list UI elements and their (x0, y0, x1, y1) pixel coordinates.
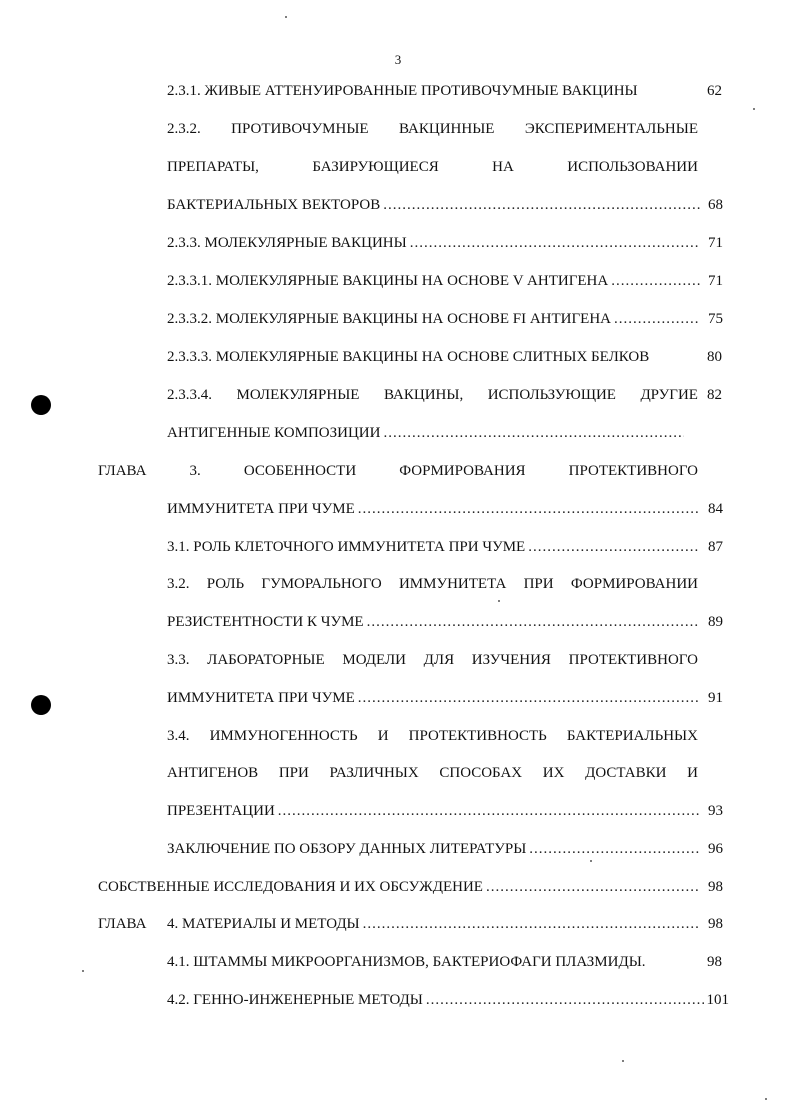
toc-page-number: 62 (707, 83, 722, 99)
toc-entry-4-2 (167, 990, 729, 1010)
word: ОСОБЕННОСТИ (243, 463, 357, 479)
toc-entry-3-3-line1 (167, 650, 698, 670)
toc-entry-own-research (98, 877, 723, 897)
word: МОДЕЛИ (342, 652, 406, 668)
toc-entry-3-2-line1 (167, 574, 698, 594)
toc-chapter-label: ГЛАВА (98, 916, 147, 932)
toc-page-number: 89 (708, 614, 723, 630)
toc-entry-text: 2.3.3.2. МОЛЕКУЛЯРНЫЕ ВАКЦИНЫ НА ОСНОВЕ FI АНТИГЕНА (167, 311, 611, 327)
toc-entry-text: 2.3.3. МОЛЕКУЛЯРНЫЕ ВАКЦИНЫ (167, 235, 407, 251)
scan-speck (285, 16, 287, 18)
word: БАЗИРУЮЩИЕСЯ (312, 159, 439, 175)
word: ИЗУЧЕНИЯ (471, 652, 551, 668)
scan-speck (753, 108, 755, 110)
toc-page-number: 98 (707, 954, 722, 970)
toc-entry-2-3-3-4-line2 (167, 423, 687, 443)
toc-entry-2-3-2-line1 (167, 119, 698, 139)
word: ВАКЦИНЫ, (383, 387, 464, 403)
word: ФОРМИРОВАНИЯ (399, 463, 526, 479)
toc-entry-3-4-line3 (167, 801, 723, 821)
toc-page-number: 101 (706, 992, 729, 1008)
dot-leader (410, 233, 700, 253)
word: БАКТЕРИАЛЬНЫХ (566, 728, 698, 744)
word: И (377, 728, 389, 744)
dot-leader (528, 537, 700, 557)
punch-hole (31, 695, 51, 715)
toc-entry-text: СОБСТВЕННЫЕ ИССЛЕДОВАНИЯ И ИХ ОБСУЖДЕНИЕ (98, 879, 483, 895)
toc-entry-3-2-line2 (167, 612, 723, 632)
toc-page-number: 80 (707, 349, 722, 365)
toc-page-number: 87 (708, 539, 723, 555)
page-number: 3 (394, 52, 402, 67)
toc-chapter-3-line2 (167, 499, 723, 519)
word: ИММУНИТЕТА (398, 576, 507, 592)
word: 2.3.2. (167, 121, 201, 137)
toc-entry-text: ИММУНИТЕТА ПРИ ЧУМЕ (167, 690, 355, 706)
toc-page-number: 71 (708, 235, 723, 251)
word: ИСПОЛЬЗУЮЩИЕ (487, 387, 616, 403)
toc-entry-text: РЕЗИСТЕНТНОСТИ К ЧУМЕ (167, 614, 364, 630)
toc-entry-text: ИММУНИТЕТА ПРИ ЧУМЕ (167, 501, 355, 517)
toc-entry-text: 4. МАТЕРИАЛЫ И МЕТОДЫ (167, 916, 360, 932)
word: ДРУГИЕ (640, 387, 698, 403)
dot-leader (358, 688, 700, 708)
dot-leader (383, 423, 684, 443)
toc-entry-text: АНТИГЕННЫЕ КОМПОЗИЦИИ (167, 425, 381, 441)
scan-speck (765, 1098, 767, 1100)
word: ГУМОРАЛЬНОГО (261, 576, 382, 592)
toc-page-number: 91 (708, 690, 723, 706)
dot-leader (363, 914, 700, 934)
word: ЛАБОРАТОРНЫЕ (207, 652, 325, 668)
toc-entry-text: 2.3.3.1. МОЛЕКУЛЯРНЫЕ ВАКЦИНЫ НА ОСНОВЕ V АНТИГЕНА (167, 273, 609, 289)
toc-entry-2-3-2-line2 (167, 157, 698, 177)
word: ПРОТЕКТИВНОГО (568, 652, 698, 668)
word: ДЛЯ (423, 652, 455, 668)
word: ПРОТЕКТИВНОГО (568, 463, 698, 479)
word: И (687, 765, 698, 781)
dot-leader (611, 271, 700, 291)
dot-leader (358, 499, 700, 519)
scan-speck (498, 600, 500, 602)
toc-entry-text: 4.2. ГЕННО-ИНЖЕНЕРНЫЕ МЕТОДЫ (167, 992, 423, 1008)
toc-page-number: 68 (708, 197, 723, 213)
word: 3.2. (167, 576, 190, 592)
dot-leader (486, 877, 700, 897)
toc-entry-2-3-3-3: 2.3.3.3. МОЛЕКУЛЯРНЫЕ ВАКЦИНЫ НА ОСНОВЕ СЛИТНЫХ БЕЛКОВ (167, 349, 650, 365)
word: МОЛЕКУЛЯРНЫЕ (236, 387, 360, 403)
word: 3.3. (167, 652, 190, 668)
toc-page-number: 82 (707, 387, 722, 403)
word: ИСПОЛЬЗОВАНИИ (567, 159, 698, 175)
word: РОЛЬ (206, 576, 245, 592)
toc-entry-2-3-2-line3 (167, 195, 723, 215)
toc-page-number: 71 (708, 273, 723, 289)
toc-entry-text: ЗАКЛЮЧЕНИЕ ПО ОБЗОРУ ДАННЫХ ЛИТЕРАТУРЫ (167, 841, 527, 857)
toc-entry-4-1: 4.1. ШТАММЫ МИКРООРГАНИЗМОВ, БАКТЕРИОФАГИ ПЛАЗМИДЫ. (167, 954, 646, 970)
scan-speck (622, 1060, 624, 1062)
punch-hole (31, 395, 51, 415)
dot-leader (367, 612, 700, 632)
toc-page-number: 96 (708, 841, 723, 857)
word: 2.3.3.4. (167, 387, 212, 403)
toc-entry-text: БАКТЕРИАЛЬНЫХ ВЕКТОРОВ (167, 197, 381, 213)
word: 3. (189, 463, 201, 479)
toc-entry-text: ПРЕЗЕНТАЦИИ (167, 803, 275, 819)
word: ПРЕПАРАТЫ, (167, 159, 259, 175)
toc-entry-3-3-line2 (167, 688, 723, 708)
word: СПОСОБАХ (439, 765, 523, 781)
dot-leader (614, 309, 700, 329)
toc-entry-3-1 (167, 537, 723, 557)
toc-page-number: 98 (708, 916, 723, 932)
toc-chapter-3-line1 (98, 461, 698, 481)
toc-entry-2-3-3-1 (167, 271, 723, 291)
word: ЭКСПЕРИМЕНТАЛЬНЫЕ (524, 121, 698, 137)
toc-page-number: 93 (708, 803, 723, 819)
scan-speck (82, 970, 84, 972)
word: ПРОТИВОЧУМНЫЕ (231, 121, 369, 137)
toc-entry-3-4-line2 (167, 763, 698, 783)
word: ИММУНОГЕННОСТЬ (209, 728, 358, 744)
toc-page-number: 84 (708, 501, 723, 517)
dot-leader (529, 839, 700, 859)
word: 3.4. (167, 728, 190, 744)
word: АНТИГЕНОВ (167, 765, 259, 781)
word: ВАКЦИННЫЕ (398, 121, 495, 137)
scan-speck (590, 860, 592, 862)
toc-entry-2-3-1: 2.3.1. ЖИВЫЕ АТТЕНУИРОВАННЫЕ ПРОТИВОЧУМНЫЕ ВАКЦИНЫ (167, 83, 638, 99)
toc-entry-3-4-line1 (167, 726, 698, 746)
toc-entry-conclusion (167, 839, 723, 859)
toc-chapter-4 (167, 914, 723, 934)
word: ПРИ (278, 765, 309, 781)
word: РАЗЛИЧНЫХ (329, 765, 419, 781)
toc-page-number: 98 (708, 879, 723, 895)
toc-entry-2-3-3-2 (167, 309, 723, 329)
word: ПРИ (523, 576, 554, 592)
word: ПРОТЕКТИВНОСТЬ (408, 728, 547, 744)
toc-page-number: 75 (708, 311, 723, 327)
word: ДОСТАВКИ (585, 765, 667, 781)
word: ГЛАВА (98, 463, 147, 479)
word: ФОРМИРОВАНИИ (570, 576, 698, 592)
dot-leader (383, 195, 700, 215)
dot-leader (278, 801, 700, 821)
toc-entry-2-3-3-4-line1 (167, 385, 698, 405)
dot-leader (426, 990, 704, 1010)
toc-entry-2-3-3 (167, 233, 723, 253)
word: НА (492, 159, 514, 175)
toc-entry-text: 3.1. РОЛЬ КЛЕТОЧНОГО ИММУНИТЕТА ПРИ ЧУМЕ (167, 539, 526, 555)
word: ИХ (542, 765, 565, 781)
